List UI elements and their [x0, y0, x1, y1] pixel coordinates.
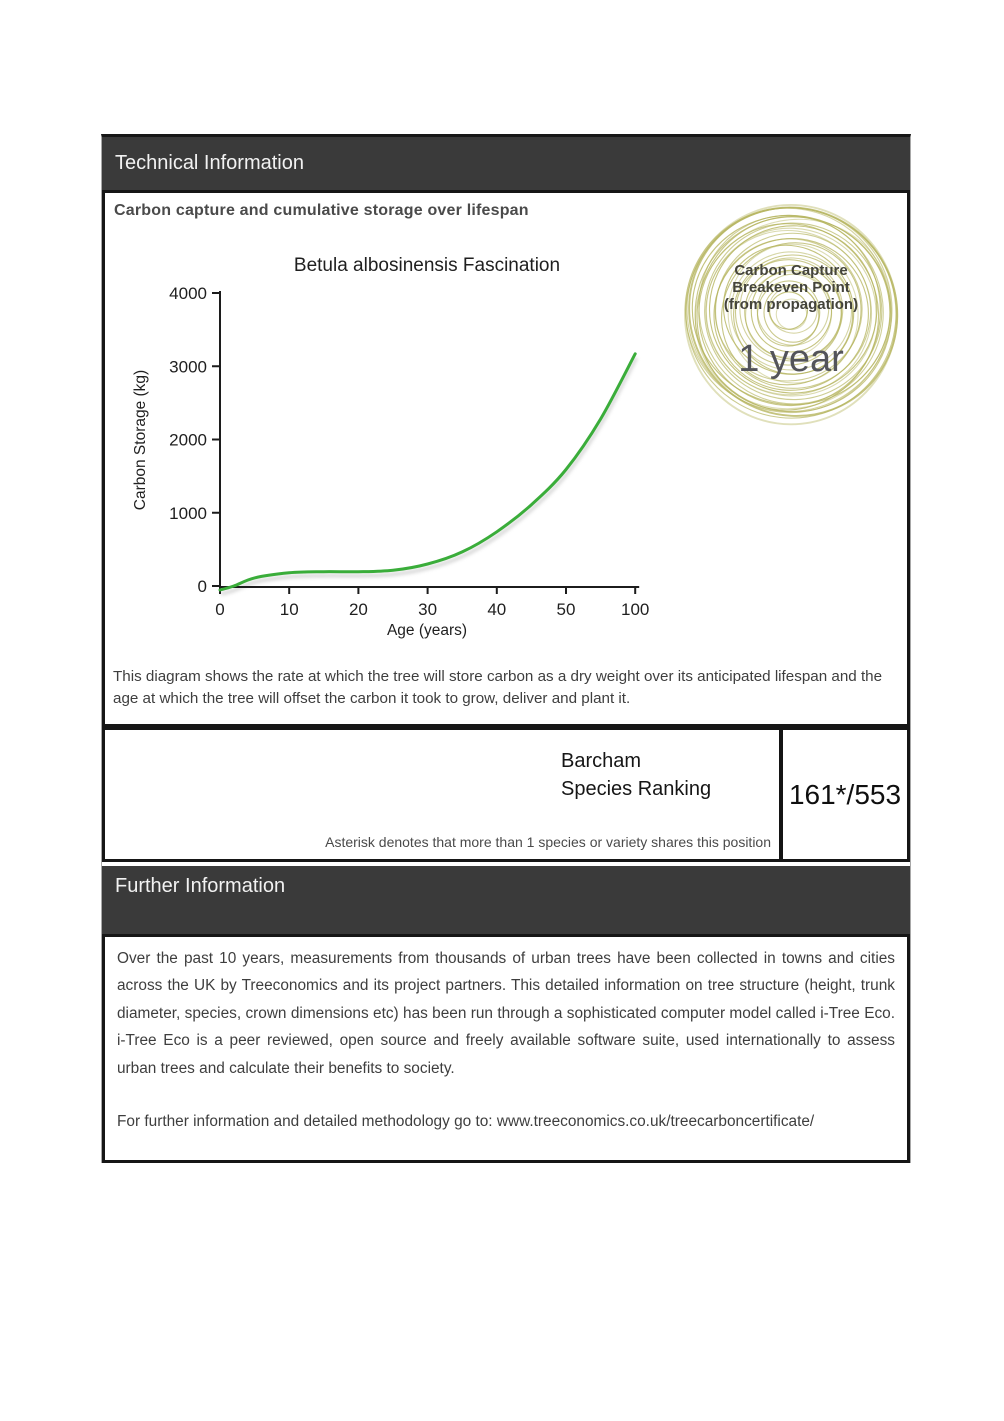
curve-shadow [221, 358, 636, 594]
svg-text:50: 50 [556, 600, 576, 619]
badge-line-2: Breakeven Point [732, 279, 850, 296]
svg-text:1000: 1000 [169, 503, 207, 523]
ranking-label [561, 747, 711, 803]
y-axis-label: Carbon Storage (kg) [132, 369, 149, 511]
svg-text:40: 40 [487, 600, 507, 619]
carbon-storage-chart [105, 235, 665, 663]
technical-information-header [102, 137, 910, 190]
further-paragraph: Over the past 10 years, measurements from thousands of urban trees have been collected in towns and cities across the UK by Treeconomics and its project partners. This detailed information on tree structure (height, trunk diameter, species, crown dimensions etc) has been run through a sophisticated computer model called i-Tree Eco. i-Tree Eco is a peer reviewed, open source and freely available software suite, used internationally to assess urban trees and calculate their benefits to society. [117, 950, 895, 1077]
further-information-section [102, 934, 910, 1163]
chart-curve [220, 354, 635, 590]
svg-text:20: 20 [348, 600, 368, 619]
further-link-line: For further information and detailed methodology go to: www.treeconomics.co.uk/treecarboncertificate/ [117, 1113, 815, 1131]
svg-text:2000: 2000 [169, 430, 207, 450]
further-information-header [102, 866, 910, 934]
certificate [101, 134, 911, 1163]
badge-value: 1 year [738, 338, 844, 380]
ranking-label-line2: Species Ranking [561, 778, 712, 800]
ranking-label-line1: Barcham [561, 750, 642, 772]
badge-line-3: (from propagation) [723, 296, 859, 313]
chart-title: Betula albosinensis Fascination [293, 255, 561, 276]
ranking-left-cell [105, 730, 779, 859]
breakeven-badge [675, 196, 907, 428]
svg-text:4000: 4000 [169, 284, 207, 303]
species-ranking-section [102, 727, 910, 862]
chart-description: This diagram shows the rate at which the tree will store carbon as a dry weight over its anticipated lifespan and the age at which the tree will offset the carbon it took to grow, deliver and plant it. [113, 668, 883, 707]
svg-text:0: 0 [197, 577, 207, 596]
ranking-footnote: Asterisk denotes that more than 1 species or variety shares this position [325, 834, 771, 850]
svg-text:30: 30 [418, 600, 438, 619]
further-information-title: Further Information [115, 875, 286, 897]
chart-section-heading: Carbon capture and cumulative storage over lifespan [114, 202, 529, 219]
chart-section [102, 190, 910, 727]
svg-text:3000: 3000 [169, 357, 207, 377]
badge-line-1: Carbon Capture [734, 262, 848, 279]
svg-text:10: 10 [279, 600, 299, 619]
svg-text:0: 0 [215, 600, 225, 619]
ranking-value: 161*/553 [779, 730, 907, 859]
technical-information-title: Technical Information [115, 152, 304, 174]
x-axis-label: Age (years) [386, 622, 468, 639]
svg-text:100: 100 [621, 600, 650, 619]
